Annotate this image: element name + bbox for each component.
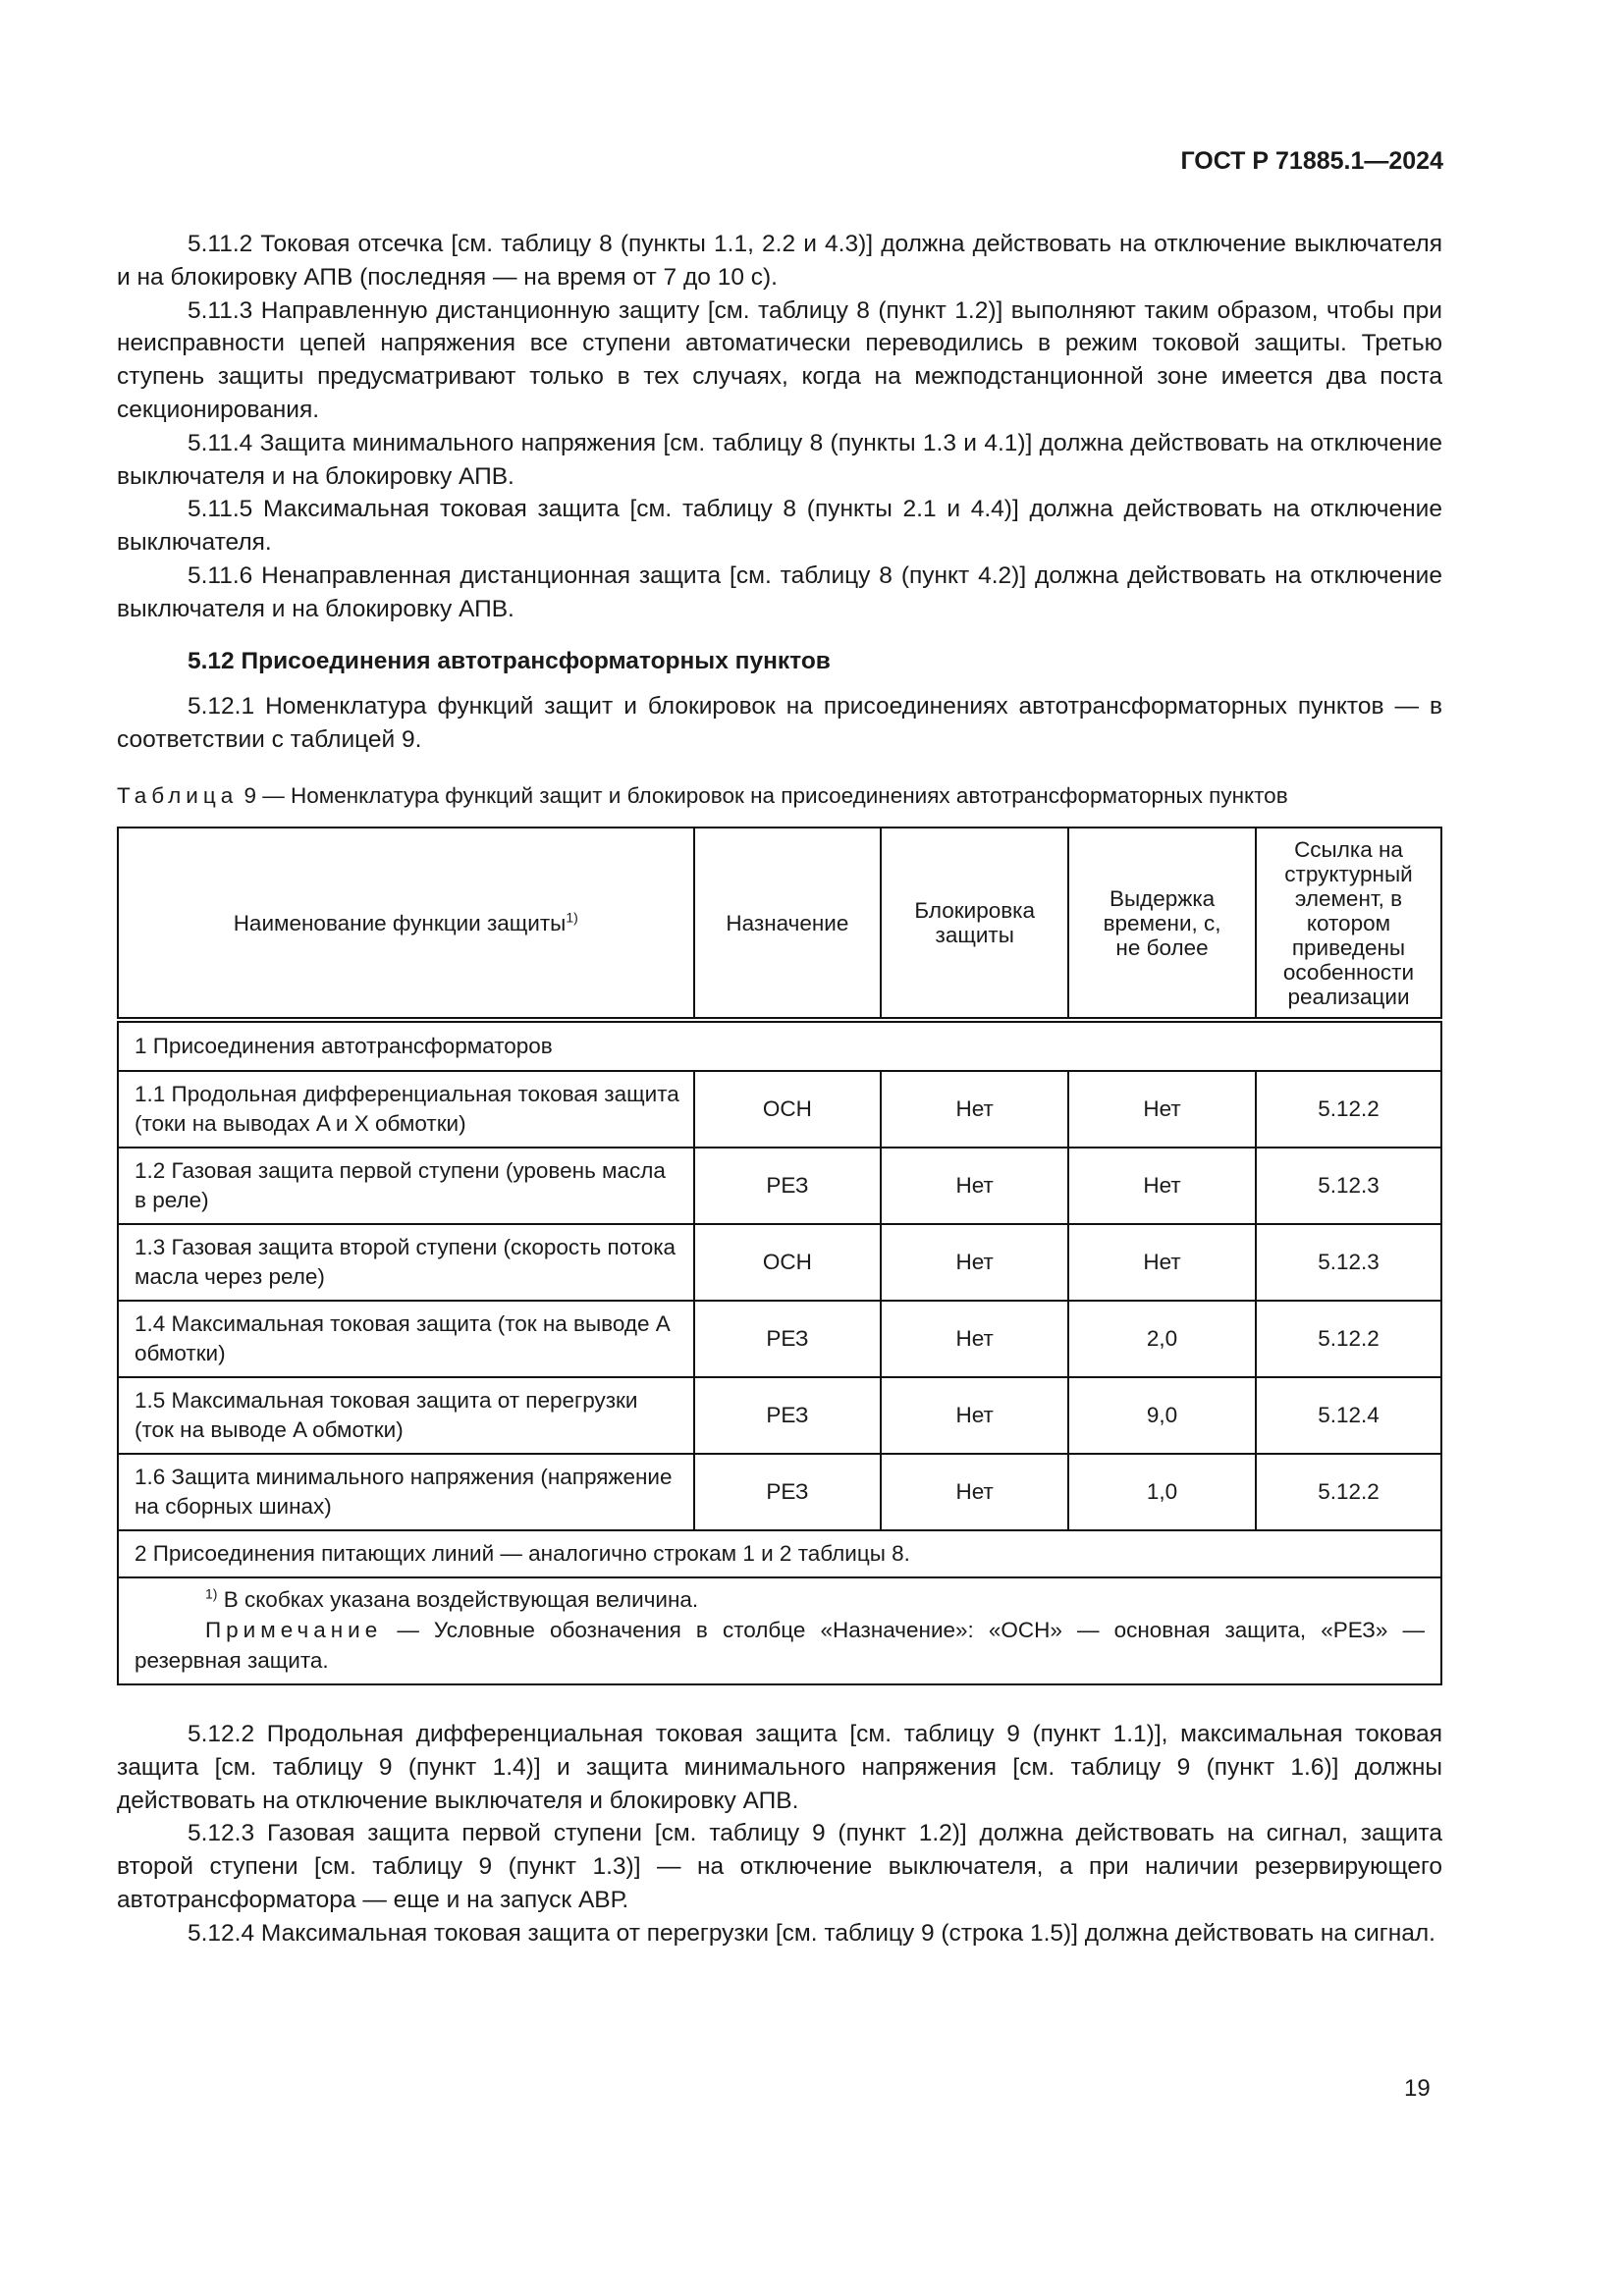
note-label: Примечание bbox=[205, 1618, 383, 1642]
paragraph-5-11-6: 5.11.6 Ненаправленная дистанционная защита [см. таблицу 8 (пункт 4.2)] должна действовать на отключение выключателя и на блокировку АПВ. bbox=[117, 561, 1442, 622]
cell-reference: 5.12.3 bbox=[1256, 1224, 1441, 1301]
cell-delay: 9,0 bbox=[1068, 1377, 1256, 1454]
section-5-12 bbox=[117, 645, 1442, 756]
cell-purpose: РЕЗ bbox=[694, 1148, 882, 1224]
cell-blocking: Нет bbox=[881, 1301, 1068, 1377]
header-blocking: Блокировка защиты bbox=[881, 828, 1068, 1020]
note-text: — Условные обозначения в столбце «Назначение»: «ОСН» — основная защита, «РЕЗ» — резервная защита. bbox=[135, 1618, 1425, 1673]
table-caption bbox=[117, 783, 1444, 809]
cell-name: 1.3 Газовая защита второй ступени (скорость потока масла через реле) bbox=[118, 1224, 694, 1301]
cell-reference: 5.12.3 bbox=[1256, 1148, 1441, 1224]
paragraph-5-12-4: 5.12.4 Максимальная токовая защита от перегрузки [см. таблицу 9 (строка 1.5)] должна действовать на сигнал. bbox=[188, 1919, 1435, 1947]
table-row bbox=[118, 1148, 1441, 1224]
table-row bbox=[118, 1224, 1441, 1301]
cell-name: 1.5 Максимальная токовая защита от перегрузки (ток на выводе A обмотки) bbox=[118, 1377, 694, 1454]
paragraph-5-11-3: 5.11.3 Направленную дистанционную защиту [см. таблицу 8 (пункт 1.2)] выполняют таким образом, чтобы при неисправности цепей напряжения все ступени автоматически переводились в режим токовой защиты. Третью ступень защиты предусматривают только в тех случаях, когда на межподстанционной зоне имеется два поста секционирования. bbox=[117, 296, 1442, 423]
footnote bbox=[135, 1584, 1425, 1615]
cell-delay: Нет bbox=[1068, 1148, 1256, 1224]
cell-purpose: РЕЗ bbox=[694, 1301, 882, 1377]
cell-reference: 5.12.4 bbox=[1256, 1377, 1441, 1454]
cell-name: 1.6 Защита минимального напряжения (напряжение на сборных шинах) bbox=[118, 1454, 694, 1530]
footnote-text: В скобках указана воздействующая величина. bbox=[217, 1587, 699, 1612]
protection-functions-table bbox=[117, 827, 1442, 1685]
table-notes bbox=[118, 1577, 1441, 1684]
cell-blocking: Нет bbox=[881, 1454, 1068, 1530]
cell-reference: 5.12.2 bbox=[1256, 1071, 1441, 1148]
table-row bbox=[118, 1071, 1441, 1148]
header-name bbox=[118, 828, 694, 1020]
table-row bbox=[118, 1301, 1441, 1377]
header-delay: Выдержка времени, с, не более bbox=[1068, 828, 1256, 1020]
cell-delay: Нет bbox=[1068, 1224, 1256, 1301]
paragraph-5-11-5: 5.11.5 Максимальная токовая защита [см. таблицу 8 (пункты 2.1 и 4.4)] должна действовать на отключение выключателя. bbox=[117, 496, 1442, 557]
group-row-2 bbox=[118, 1530, 1441, 1577]
paragraphs-bottom bbox=[117, 1718, 1442, 1950]
footnote-ref: 1) bbox=[566, 909, 578, 925]
cell-name: 1.2 Газовая защита первой ступени (уровень масла в реле) bbox=[118, 1148, 694, 1224]
cell-blocking: Нет bbox=[881, 1071, 1068, 1148]
table-header-row bbox=[118, 828, 1441, 1020]
page-number: 19 bbox=[1404, 2075, 1431, 2102]
cell-blocking: Нет bbox=[881, 1148, 1068, 1224]
cell-delay: Нет bbox=[1068, 1071, 1256, 1148]
cell-name: 1.4 Максимальная токовая защита (ток на выводе A обмотки) bbox=[118, 1301, 694, 1377]
paragraphs-top bbox=[117, 228, 1442, 626]
table-row bbox=[118, 1454, 1441, 1530]
header-name-text: Наименование функции защиты bbox=[233, 910, 567, 935]
cell-blocking: Нет bbox=[881, 1224, 1068, 1301]
table-row bbox=[118, 1377, 1441, 1454]
cell-purpose: ОСН bbox=[694, 1224, 882, 1301]
cell-name: 1.1 Продольная дифференциальная токовая защита (токи на выводах A и X обмотки) bbox=[118, 1071, 694, 1148]
paragraph-5-11-4: 5.11.4 Защита минимального напряжения [см. таблицу 8 (пункты 1.3 и 4.1)] должна действовать на отключение выключателя и на блокировку АПВ. bbox=[117, 429, 1442, 490]
paragraph-5-11-2: 5.11.2 Токовая отсечка [см. таблицу 8 (пункты 1.1, 2.2 и 4.3)] должна действовать на отключение выключателя и на блокировку АПВ (последняя — на время от 7 до 10 с). bbox=[117, 231, 1442, 291]
cell-purpose: ОСН bbox=[694, 1071, 882, 1148]
cell-delay: 2,0 bbox=[1068, 1301, 1256, 1377]
paragraph-5-12-1: 5.12.1 Номенклатура функций защит и блокировок на присоединениях автотрансформаторных пунктов — в соответствии с таблицей 9. bbox=[117, 692, 1442, 753]
header-purpose: Назначение bbox=[694, 828, 882, 1020]
cell-blocking: Нет bbox=[881, 1377, 1068, 1454]
cell-delay: 1,0 bbox=[1068, 1454, 1256, 1530]
group-label: 2 Присоединения питающих линий — аналогично строкам 1 и 2 таблицы 8. bbox=[118, 1530, 1441, 1577]
header-reference: Ссылка на структурный элемент, в котором приведены особенности реализации bbox=[1256, 828, 1441, 1020]
cell-reference: 5.12.2 bbox=[1256, 1301, 1441, 1377]
table-notes-row bbox=[118, 1577, 1441, 1684]
document-code: ГОСТ Р 71885.1—2024 bbox=[1180, 147, 1443, 175]
table-caption-label: Таблица bbox=[117, 783, 239, 808]
cell-purpose: РЕЗ bbox=[694, 1377, 882, 1454]
group-row-1 bbox=[118, 1020, 1441, 1071]
cell-purpose: РЕЗ bbox=[694, 1454, 882, 1530]
section-heading: 5.12 Присоединения автотрансформаторных пунктов bbox=[188, 648, 831, 674]
footnote-marker: 1) bbox=[205, 1585, 218, 1602]
paragraph-5-12-3: 5.12.3 Газовая защита первой ступени [см. таблицу 9 (пункт 1.2)] должна действовать на сигнал, защита второй ступени [см. таблицу 9 (пункт 1.3)] — на отключение выключателя, а при наличии резервирующего автотрансформатора — еще и на запуск АВР. bbox=[117, 1820, 1442, 1913]
cell-reference: 5.12.2 bbox=[1256, 1454, 1441, 1530]
note bbox=[135, 1615, 1425, 1676]
group-label: 1 Присоединения автотрансформаторов bbox=[118, 1020, 1441, 1071]
paragraph-5-12-2: 5.12.2 Продольная дифференциальная токовая защита [см. таблицу 9 (пункт 1.1)], максимальная токовая защита [см. таблицу 9 (пункт 1.4)] и защита минимального напряжения [см. таблицу 9 (пункт 1.6)] должны действовать на отключение выключателя и блокировку АПВ. bbox=[117, 1721, 1442, 1814]
table-caption-text: 9 — Номенклатура функций защит и блокировок на присоединениях автотрансформаторных пунктов bbox=[238, 783, 1288, 808]
